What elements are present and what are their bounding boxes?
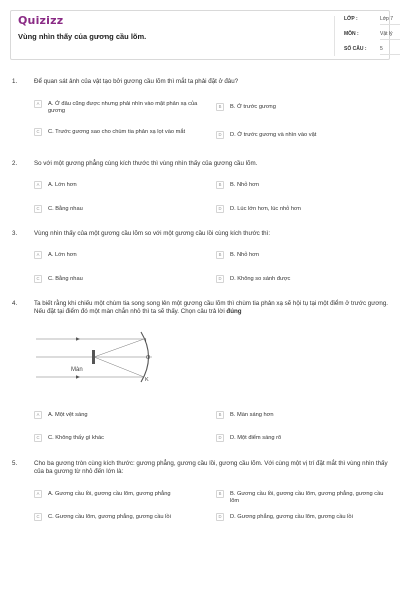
option-text: A. Gương cầu lồi, gương cầu lõm, gương phẳng <box>48 491 171 497</box>
meta-subject-value: Vật lý <box>380 31 393 37</box>
option-letter-box: B <box>216 490 224 498</box>
option-text: D. Không so sánh được <box>230 276 291 282</box>
option-letter-box: C <box>34 205 42 213</box>
option-letter-box: D <box>216 275 224 283</box>
option-text: B. Màn sáng hơn <box>230 412 274 418</box>
meta-underline <box>380 54 400 55</box>
question-text: Cho ba gương tròn cùng kích thước: gương phẳng, gương cầu lồi, gương cầu lõm. Với cùng một vị trí đặt mắt thì vùng nhìn thấy của ba gương từ nhỏ đến lớn là: <box>34 460 388 476</box>
question-text: So với một gương phẳng cùng kích thước thì vùng nhìn thấy của gương cầu lõm. <box>34 160 258 167</box>
reflected-ray <box>94 357 144 377</box>
option-text: A. Lớn hơn <box>48 182 77 188</box>
meta-underline <box>380 39 400 40</box>
option-letter-box: A <box>34 411 42 419</box>
quiz-title: Vùng nhìn thấy của gương cầu lõm. <box>18 32 147 41</box>
point-label-o: O <box>146 355 151 361</box>
option-letter-box: D <box>216 205 224 213</box>
meta-underline <box>380 24 400 25</box>
option-text: C. Bằng nhau <box>48 276 83 282</box>
screen-mark <box>92 350 95 364</box>
option-letter-box: C <box>34 275 42 283</box>
question-text <box>34 300 389 316</box>
option-text: D. Gương phẳng, gương cầu lõm, gương cầu lồi <box>230 514 353 520</box>
question-text: Vùng nhìn thấy của một gương cầu lõm so với một gương cầu lồi cùng kích thước thì: <box>34 230 271 237</box>
point-label-k: K <box>145 377 149 383</box>
meta-grade-value: Lớp 7 <box>380 16 394 22</box>
question-number: 2. <box>12 160 18 167</box>
question-number: 1. <box>12 78 18 85</box>
option-letter-box: A <box>34 181 42 189</box>
option-text: D. Lúc lớn hơn, lúc nhỏ hơn <box>230 206 301 212</box>
question-text-main: Ta biết rằng khi chiếu một chùm tia song song lên một gương cầu lõm thì chùm tia phản xạ sẽ hội tụ tại một điểm ở trước gương. Nếu đặt tại điểm đó một màn chắn nhỏ thì ta sẽ thấy. Chọn câu trả lời <box>34 300 389 316</box>
option-letter-box: A <box>34 251 42 259</box>
header-divider <box>334 16 335 56</box>
option-text: B. Gương cầu lồi, gương cầu lõm, gương phẳng, gương cầu lõm <box>230 491 384 505</box>
screen-label: Màn <box>71 367 83 373</box>
reflected-ray <box>94 339 144 357</box>
option-text: A. Ở đâu cũng được nhưng phải nhìn vào mặt phản xạ của gương <box>48 101 198 115</box>
option-text: B. Ở trước gương <box>230 104 276 110</box>
option-letter-box: C <box>34 513 42 521</box>
option-letter-box: A <box>34 100 42 108</box>
worksheet-header <box>10 10 394 60</box>
option-letter-box: B <box>216 103 224 111</box>
option-letter-box: D <box>216 513 224 521</box>
option-text: D. Ở trước gương và nhìn vào vật <box>230 132 317 138</box>
quizizz-logo: Quizizz <box>18 14 64 27</box>
option-letter-box: C <box>34 434 42 442</box>
option-text: A. Một vệt sáng <box>48 412 88 418</box>
point-label-i: I <box>145 338 147 344</box>
meta-count-value: 5 <box>380 46 383 52</box>
option-letter-box: C <box>34 128 42 136</box>
question-number: 5. <box>12 460 18 467</box>
option-letter-box: A <box>34 490 42 498</box>
meta-grade-label: LỚP : <box>344 16 358 22</box>
meta-count-label: SỐ CÂU : <box>344 46 367 52</box>
option-text: D. Một điểm sáng rõ <box>230 435 282 441</box>
meta-subject-label: MÔN : <box>344 31 359 37</box>
option-letter-box: B <box>216 181 224 189</box>
option-text: C. Không thấy gì khác <box>48 435 104 441</box>
option-letter-box: B <box>216 251 224 259</box>
option-text: B. Nhỏ hơn <box>230 182 260 188</box>
option-text: C. Gương cầu lõm, gương phẳng, gương cầu lồi <box>48 514 171 520</box>
option-text: C. Bằng nhau <box>48 206 83 212</box>
question-text: Để quan sát ảnh của vật tạo bởi gương cầu lõm thì mắt ta phải đặt ở đâu? <box>34 78 239 85</box>
concave-mirror-diagram <box>36 329 156 391</box>
arrow-head <box>76 375 80 379</box>
option-text: C. Trước gương sao cho chùm tia phản xạ lọt vào mắt <box>48 129 186 135</box>
question-text-emphasis: đúng <box>226 308 242 316</box>
option-text: B. Nhỏ hơn <box>230 252 260 258</box>
arrow-head <box>76 337 80 341</box>
question-number: 3. <box>12 230 18 237</box>
option-letter-box: D <box>216 131 224 139</box>
option-letter-box: B <box>216 411 224 419</box>
option-letter-box: D <box>216 434 224 442</box>
question-number: 4. <box>12 300 18 307</box>
option-text: A. Lớn hơn <box>48 252 77 258</box>
